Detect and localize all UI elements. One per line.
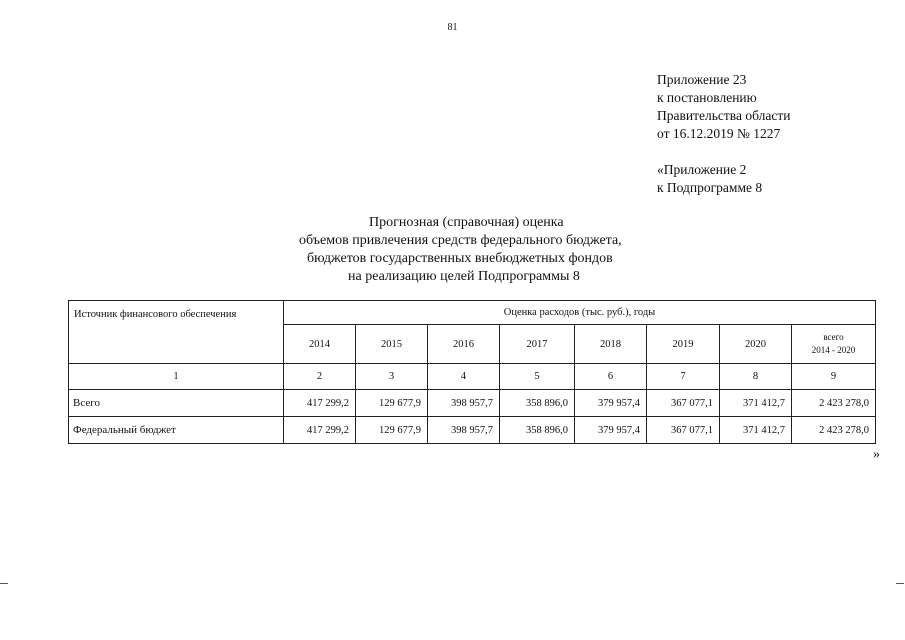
column-number: 7 xyxy=(647,364,720,390)
appendix-subline: к Подпрограмме 8 xyxy=(657,180,763,195)
total-header-range: 2014 - 2020 xyxy=(811,345,856,355)
row-value: 379 957,4 xyxy=(575,417,647,444)
title-line: объемов привлечения средств федерального бюджета, xyxy=(299,233,622,248)
row-total: 2 423 278,0 xyxy=(792,390,876,417)
title-line: на реализацию целей Подпрограммы 8 xyxy=(348,269,580,284)
row-value: 417 299,2 xyxy=(284,390,356,417)
column-number: 6 xyxy=(575,364,647,390)
row-value: 367 077,1 xyxy=(647,390,720,417)
year-header: 2019 xyxy=(647,325,720,364)
row-value: 129 677,9 xyxy=(356,390,428,417)
total-header xyxy=(792,325,876,364)
appendix-line: к постановлению xyxy=(657,90,757,105)
source-column-header: Источник финансового обеспечения xyxy=(69,301,284,364)
row-value: 379 957,4 xyxy=(575,390,647,417)
year-header: 2017 xyxy=(500,325,575,364)
column-number: 3 xyxy=(356,364,428,390)
funding-table xyxy=(68,300,876,444)
appendix-line: Правительства области xyxy=(657,108,791,123)
year-header: 2014 xyxy=(284,325,356,364)
row-value: 417 299,2 xyxy=(284,417,356,444)
column-number: 2 xyxy=(284,364,356,390)
column-number: 5 xyxy=(500,364,575,390)
row-value: 398 957,7 xyxy=(428,390,500,417)
right-edge-mark xyxy=(896,583,904,584)
row-value: 358 896,0 xyxy=(500,390,575,417)
column-number: 1 xyxy=(69,364,284,390)
appendix-line: от 16.12.2019 № 1227 xyxy=(657,126,781,141)
title-line: Прогнозная (справочная) оценка xyxy=(369,215,564,230)
row-value: 371 412,7 xyxy=(720,390,792,417)
appendix-line: Приложение 23 xyxy=(657,72,747,87)
total-header-label: всего xyxy=(823,332,844,342)
column-number: 9 xyxy=(792,364,876,390)
document-title xyxy=(0,214,905,286)
row-value: 398 957,7 xyxy=(428,417,500,444)
row-value: 358 896,0 xyxy=(500,417,575,444)
column-number: 4 xyxy=(428,364,500,390)
row-source: Всего xyxy=(69,390,284,417)
page-number: 81 xyxy=(447,22,458,33)
row-value: 367 077,1 xyxy=(647,417,720,444)
left-edge-mark xyxy=(0,583,8,584)
year-header: 2020 xyxy=(720,325,792,364)
year-header: 2018 xyxy=(575,325,647,364)
appendix-header xyxy=(657,71,790,197)
year-header: 2015 xyxy=(356,325,428,364)
row-source: Федеральный бюджет xyxy=(69,417,284,444)
row-value: 129 677,9 xyxy=(356,417,428,444)
title-line: бюджетов государственных внебюджетных фондов xyxy=(307,251,613,266)
table-row xyxy=(69,390,876,417)
row-total: 2 423 278,0 xyxy=(792,417,876,444)
year-header: 2016 xyxy=(428,325,500,364)
row-value: 371 412,7 xyxy=(720,417,792,444)
column-number: 8 xyxy=(720,364,792,390)
closing-quote: » xyxy=(873,447,880,462)
estimate-header: Оценка расходов (тыс. руб.), годы xyxy=(284,301,876,325)
table-row xyxy=(69,417,876,444)
appendix-subline: «Приложение 2 xyxy=(657,162,747,177)
